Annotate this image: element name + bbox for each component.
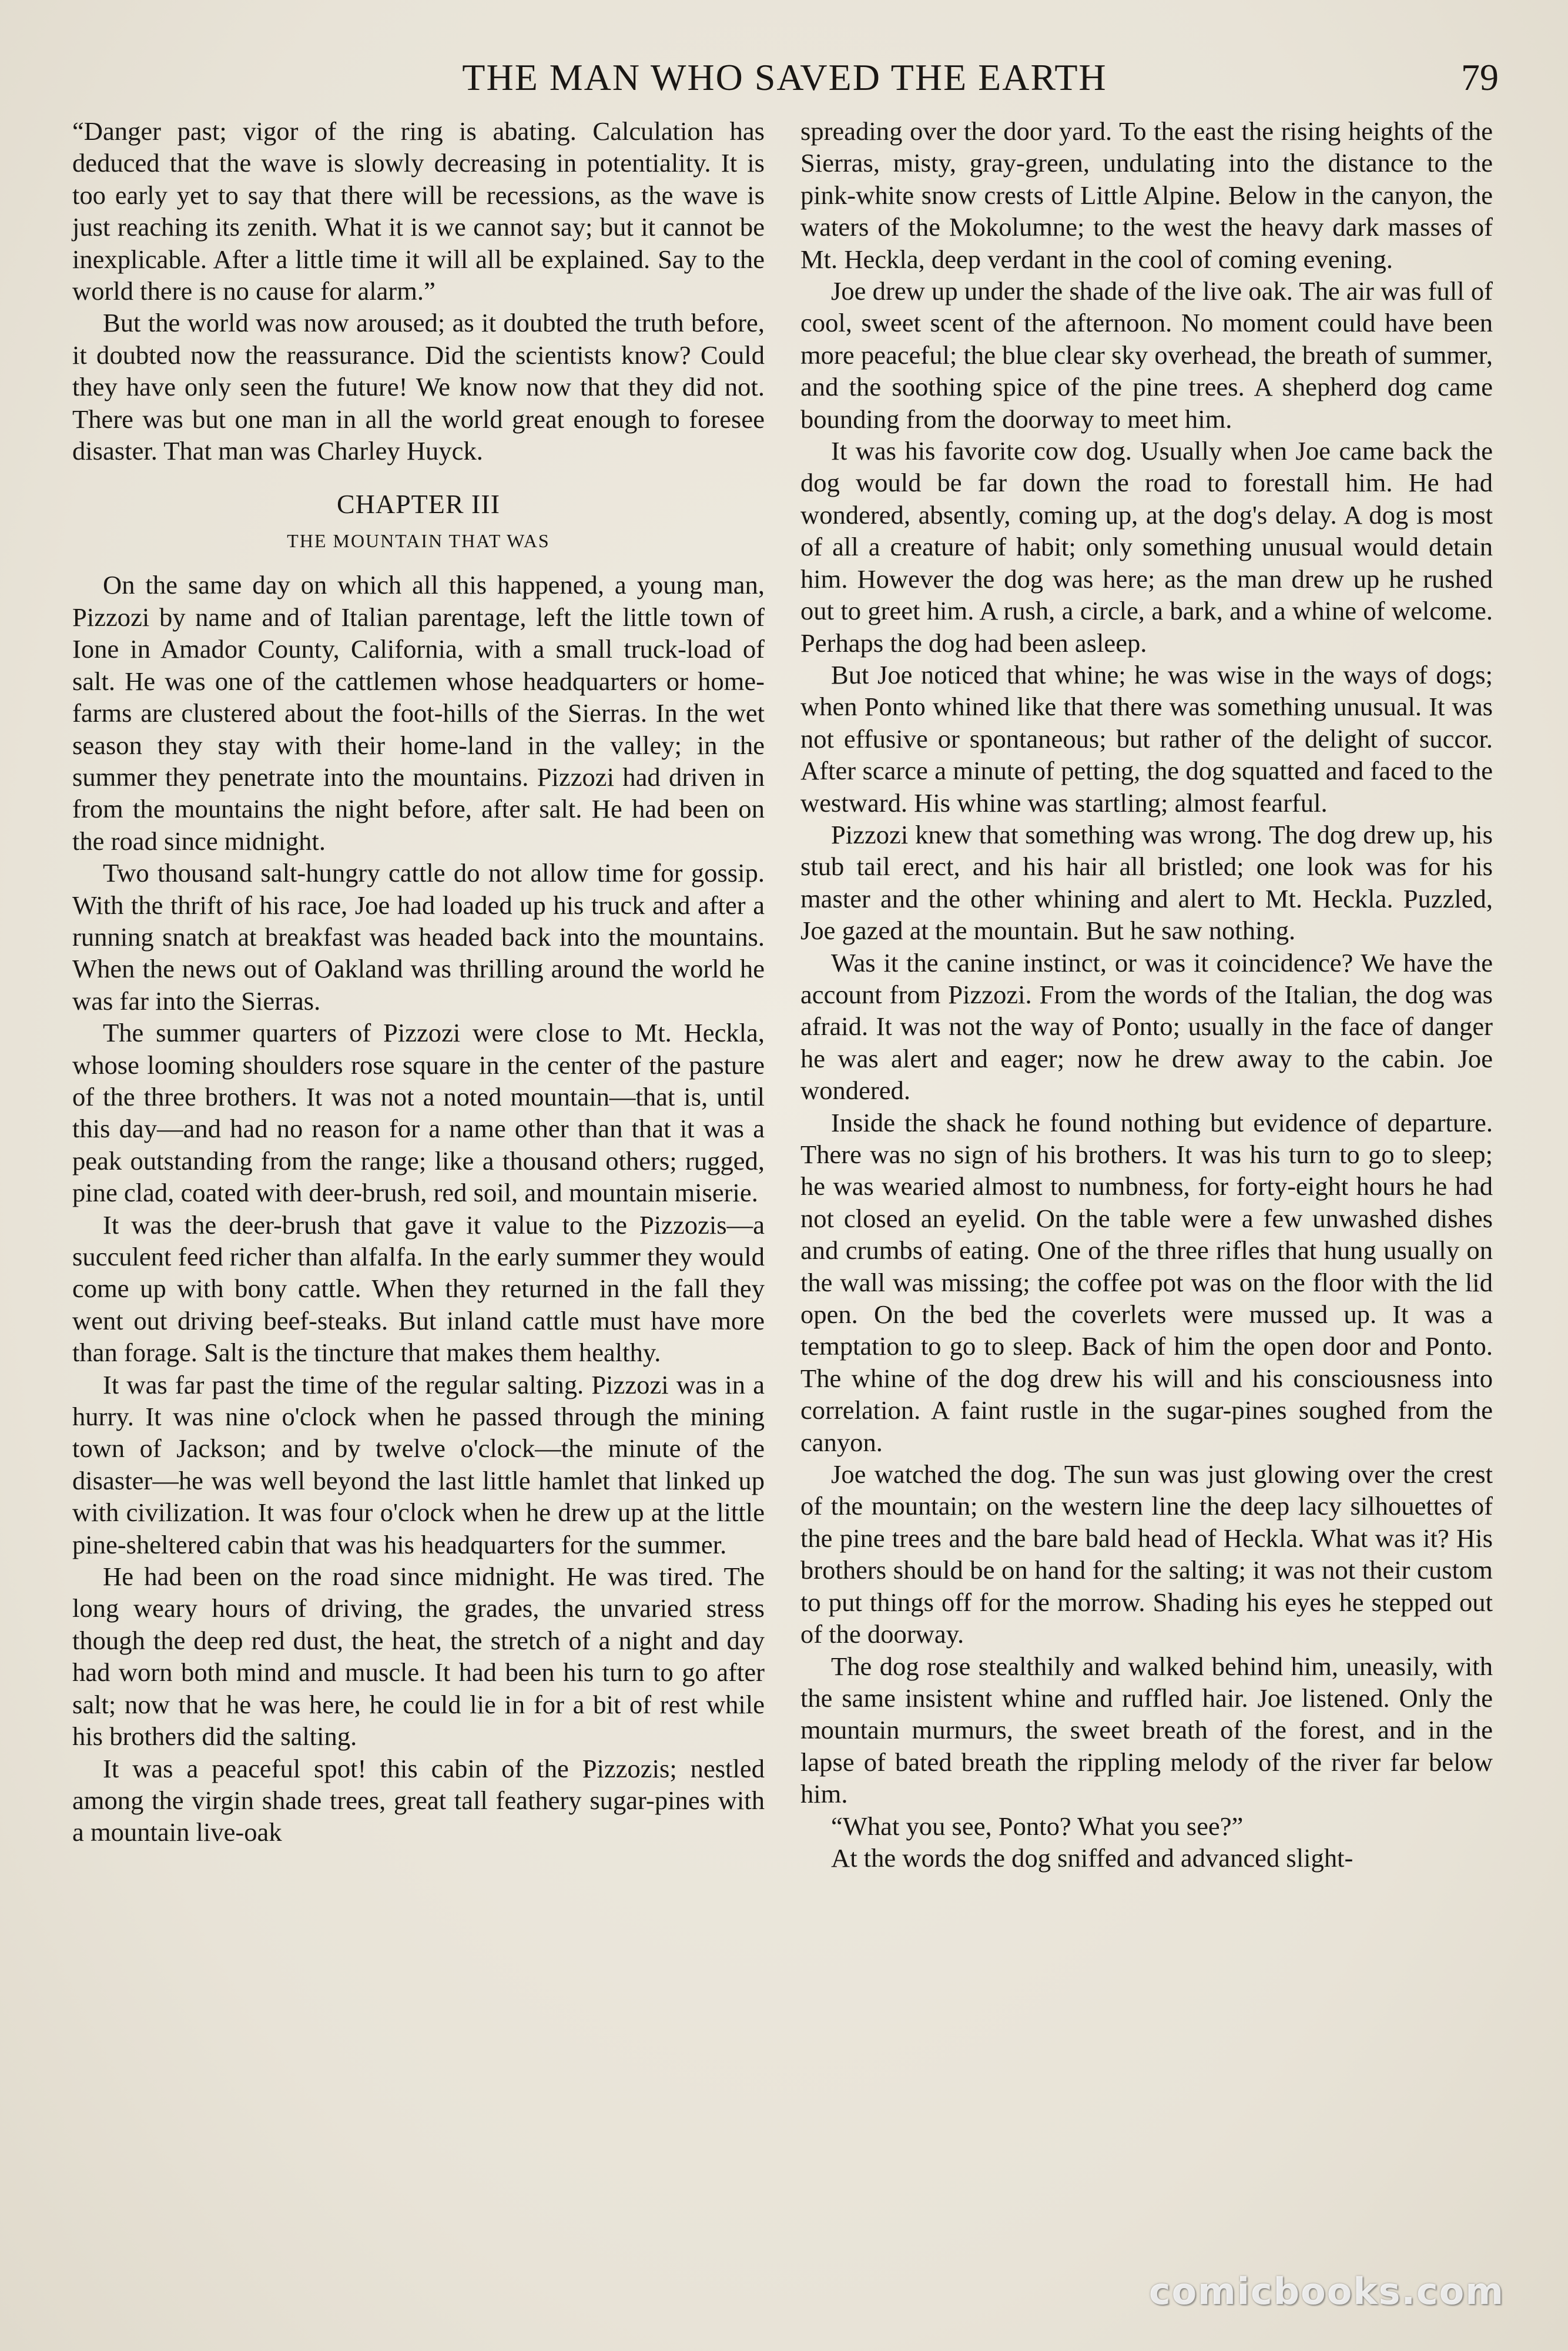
paragraph: It was the deer-brush that gave it value to the Pizzozis—a succulent feed richer than alfalfa. In the early summer they would come up with bony cattle. When they returned in the fall they went out driving beef-steaks. But inland cattle must have more than forage. Salt is the tincture that makes them healthy. [72,1210,765,1368]
paragraph: He had been on the road since midnight. He was tired. The long weary hours of driving, the grades, the unvaried stress though the deep red dust, the heat, the stretch of a night and day had worn both mind and muscle. It had been his turn to go after salt; now that he was here, he could lie in for a bit of rest while his brothers did the salting. [72,1562,765,1751]
paragraph: The summer quarters of Pizzozi were close to Mt. Heckla, whose looming shoulders rose square in the center of the pasture of the three brothers. It was not a noted mountain—that is, until this day—and had no reason for a name other than that it was a peak outstanding from the range; like a thousand others; rugged, pine clad, coated with deer-brush, red soil, and mountain miserie. [72,1018,765,1208]
paragraph: But the world was now aroused; as it doubted the truth before, it doubted now the reassurance. Did the scientists know? Could they have only seen the future! We know now that they did not. There was but one man in all the world great enough to foresee disaster. That man was Charley Huyck. [72,308,765,466]
paragraph: But Joe noticed that whine; he was wise in the ways of dogs; when Ponto whined like that there was something unusual. It was not effusive or spontaneous; but rather of the delight of succor. After scarce a minute of petting, the dog squatted and faced to the westward. His whine was startling; almost fearful. [800,659,1493,818]
paragraph: spreading over the door yard. To the east the rising heights of the Sierras, misty, gray-green, undulating into the distance to the pink-white snow crests of Little Alpine. Below in the canyon, the waters of the Mokolumne; to the west the heavy dark masses of Mt. Heckla, deep verdant in the cool of coming evening. [800,116,1493,274]
chapter-heading: CHAPTER III [336,489,501,520]
page-header [71,54,1499,107]
left-column [72,115,765,1848]
paragraph: Joe watched the dog. The sun was just glowing over the crest of the mountain; on the western line the deep lacy silhouettes of the pine trees and the bare bald head of Heckla. What was it? His brothers should be on hand for the salting; it was not their custom to put things off for the morrow. Shading his eyes he stepped out of the doorway. [800,1459,1493,1649]
watermark: comicbooks.com [1148,2270,1505,2313]
paragraph: Pizzozi knew that something was wrong. The dog drew up, his stub tail erect, and his hair all bristled; one look was for his master and the other whining and alert to Mt. Heckla. Puzzled, Joe gazed at the mountain. But he saw nothing. [800,819,1493,946]
page-number: 79 [1461,56,1499,98]
paragraph: The dog rose stealthily and walked behind him, uneasily, with the same insistent whine and ruffled hair. Joe listened. Only the mountain murmurs, the sweet breath of the forest, and in the lapse of bated breath the rippling melody of the river far below him. [800,1651,1493,1809]
chapter-title: THE MOUNTAIN THAT WAS [287,530,550,552]
right-column [800,115,1493,1874]
paragraph: “Danger past; vigor of the ring is abating. Calculation has deduced that the wave is slowly decreasing in potentiality. It is too early yet to say that there will be recessions, as the wave is just reaching its zenith. What it is we cannot say; but it cannot be inexplicable. After a little time it will all be explained. Say to the world there is no cause for alarm.” [72,116,765,306]
paragraph: Was it the canine instinct, or was it coincidence? We have the account from Pizzozi. From the words of the Italian, the dog was afraid. It was not the way of Ponto; usually in the face of danger he was alert and eager; now he drew away to the cabin. Joe wondered. [800,947,1493,1106]
running-title: THE MAN WHO SAVED THE EARTH [462,56,1107,98]
paragraph: Inside the shack he found nothing but evidence of departure. There was no sign of his brothers. It was his turn to go to sleep; he was wearied almost to numbness, for forty-eight hours he had not closed an eyelid. On the table were a few unwashed dishes and crumbs of eating. One of the three rifles that hung usually on the wall was missing; the coffee pot was on the floor with the lid open. On the bed the coverlets were mussed up. It was a temptation to go to sleep. Back of him the open door and Ponto. The whine of the dog drew his will and his consciousness into correlation. A faint rustle in the sugar-pines soughed from the canyon. [800,1107,1493,1457]
paragraph: “What you see, Ponto? What you see?” [831,1811,1244,1841]
paragraph: On the same day on which all this happened, a young man, Pizzozi by name and of Italian parentage, left the little town of Ione in Amador County, California, with a small truck-load of salt. He was one of the cattlemen whose headquarters or home-farms are clustered about the foot-hills of the Sierras. In the wet season they stay with their home-land in the valley; in the summer they penetrate into the mountains. Pizzozi had driven in from the mountains the night before, after salt. He had been on the road since midnight. [72,570,765,856]
paragraph: It was a peaceful spot! this cabin of the Pizzozis; nestled among the virgin shade trees, great tall feathery sugar-pines with a mountain live-oak [72,1753,765,1847]
paragraph: It was his favorite cow dog. Usually when Joe came back the dog would be far down the road to forestall him. He had wondered, absently, coming up, at the dog's delay. A dog is most of all a creature of habit; only something unusual would detain him. However the dog was here; as the man drew up he rushed out to greet him. A rush, a circle, a bark, and a whine of welcome. Perhaps the dog had been asleep. [800,436,1493,658]
paragraph: It was far past the time of the regular salting. Pizzozi was in a hurry. It was nine o'clock when he passed through the mining town of Jackson; and by twelve o'clock—the minute of the disaster—he was well beyond the last little hamlet that linked up with civilization. It was four o'clock when he drew up at the little pine-sheltered cabin that was his headquarters for the summer. [72,1369,765,1559]
paragraph: At the words the dog sniffed and advanced slight- [831,1843,1353,1873]
paragraph: Two thousand salt-hungry cattle do not allow time for gossip. With the thrift of his race, Joe had loaded up his truck and after a running snatch at breakfast was headed back into the mountains. When the news out of Oakland was thrilling around the world he was far into the Sierras. [72,858,765,1016]
paragraph: Joe drew up under the shade of the live oak. The air was full of cool, sweet scent of the afternoon. No moment could have been more peaceful; the blue clear sky overhead, the breath of summer, and the soothing spice of the pine trees. A shepherd dog came bounding from the doorway to meet him. [800,276,1493,434]
